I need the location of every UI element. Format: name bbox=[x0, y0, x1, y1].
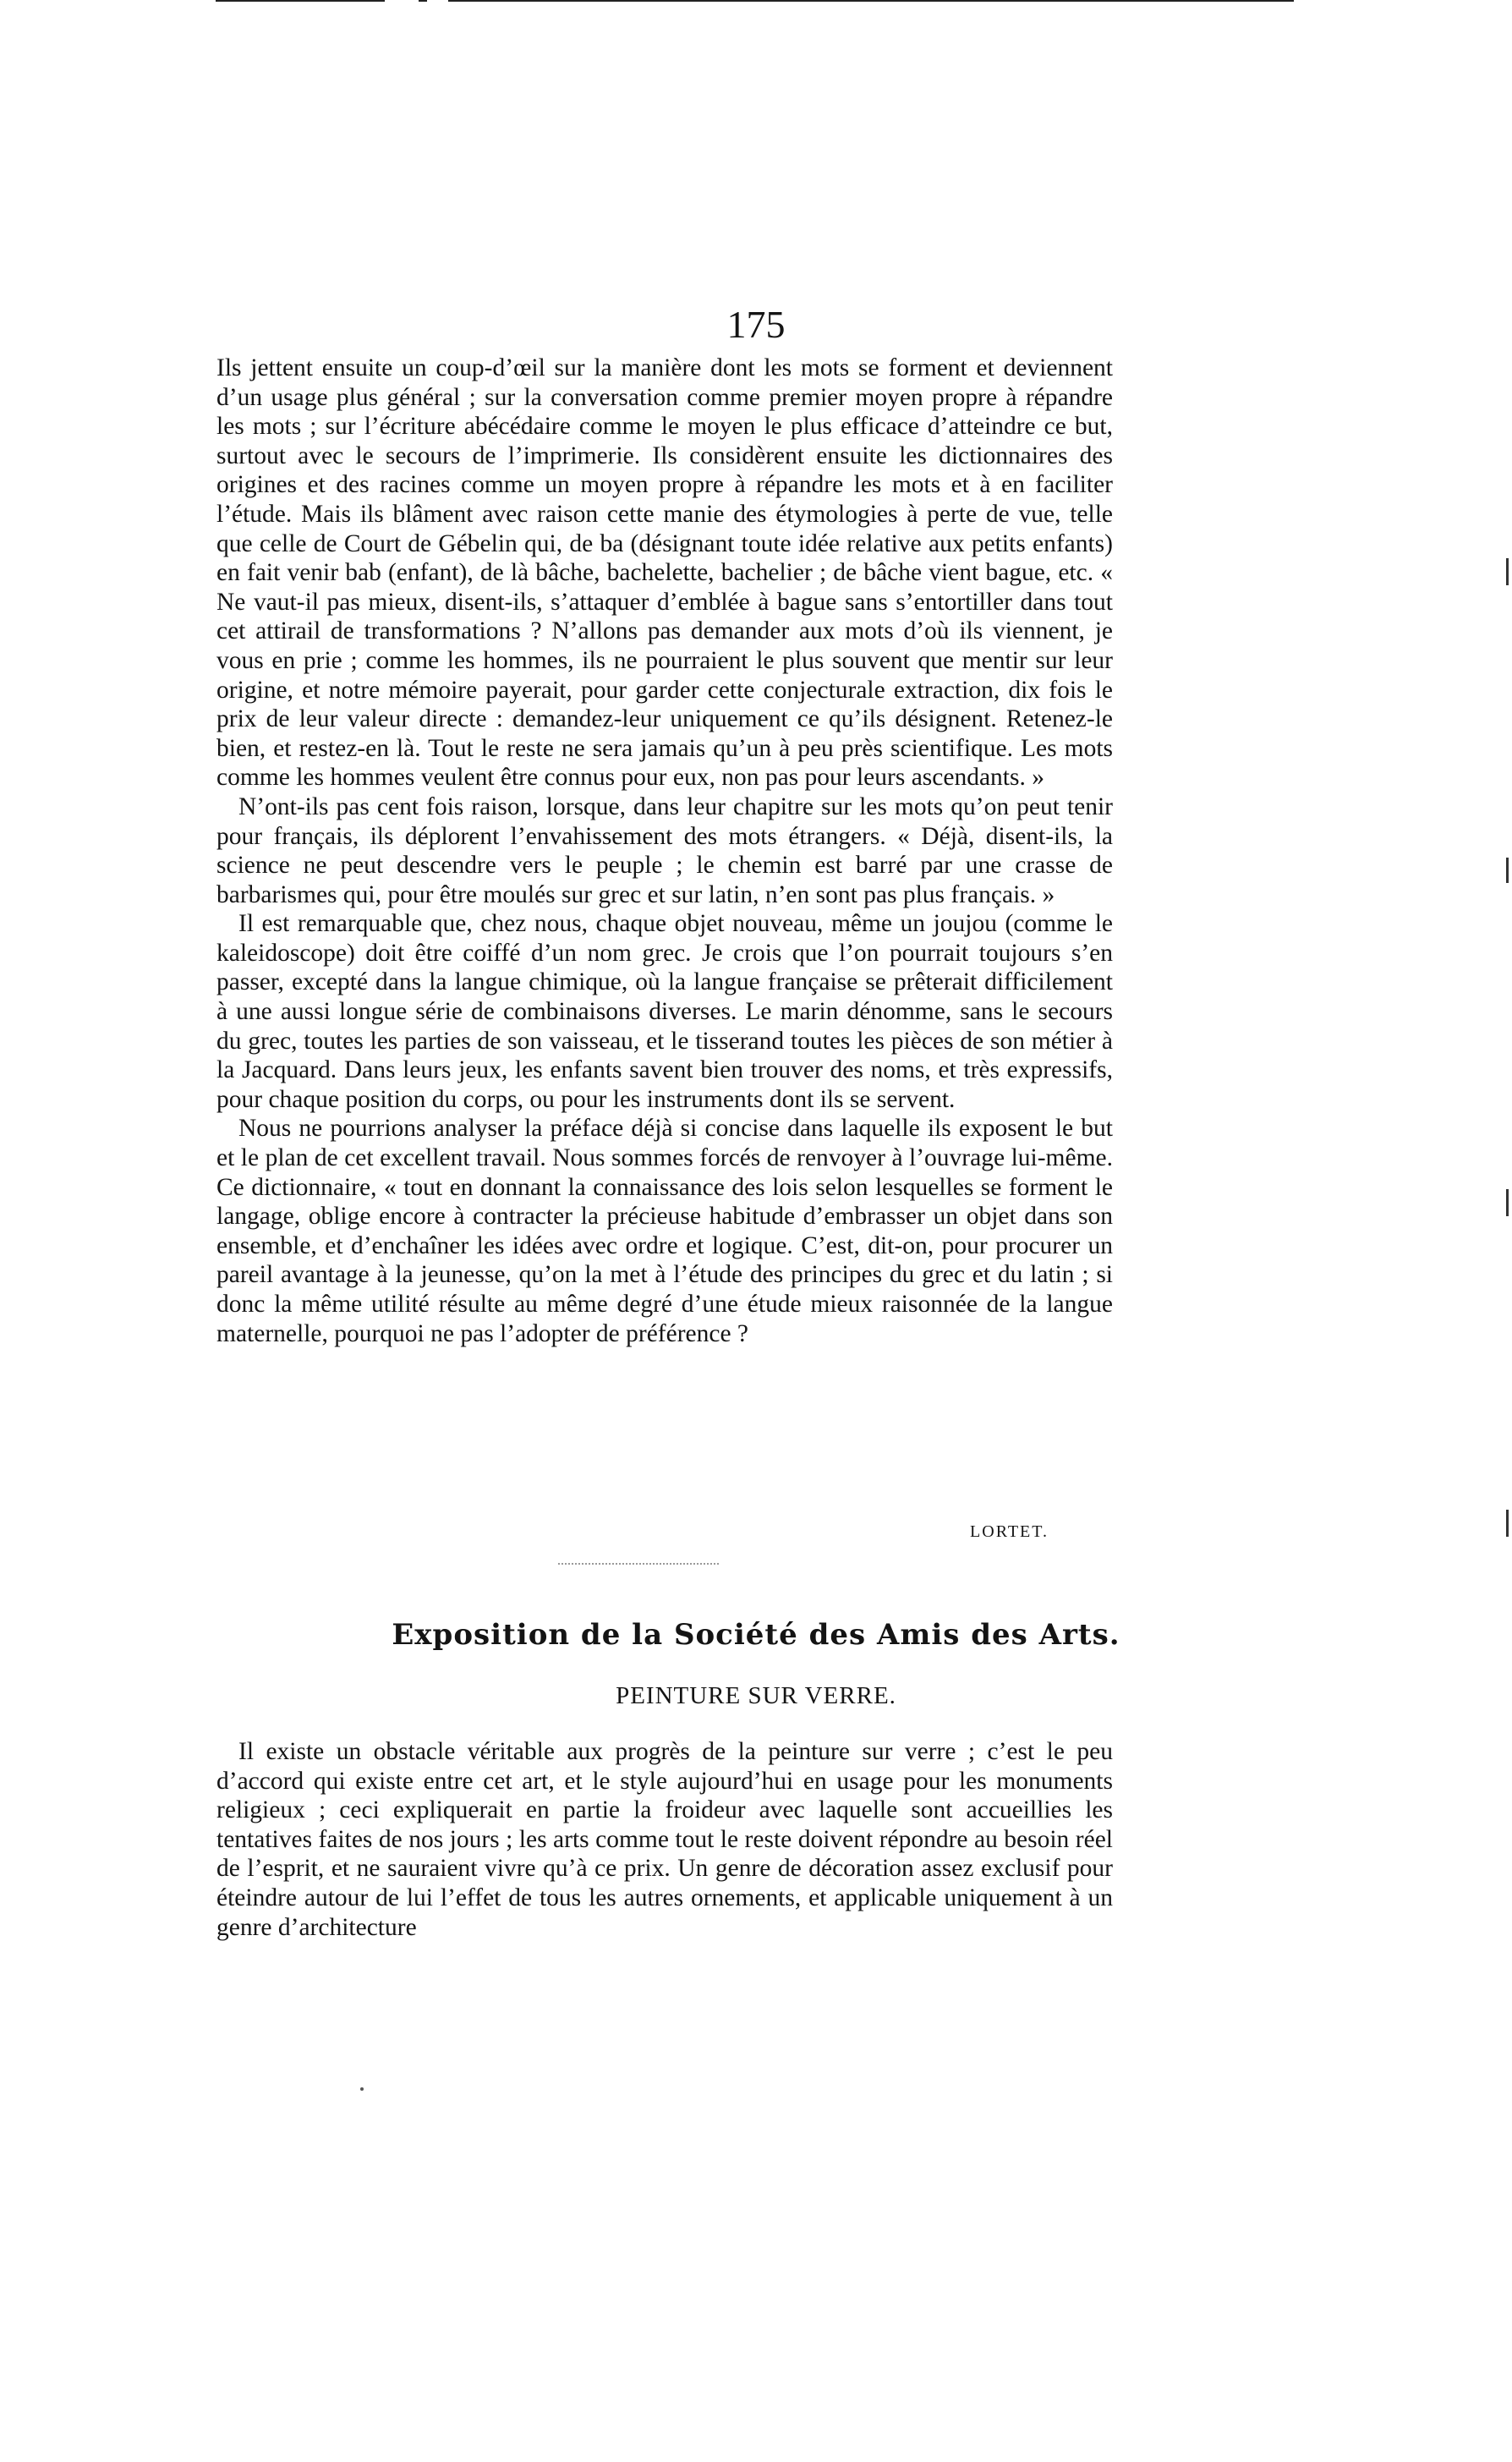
paragraph: N’ont-ils pas cent fois raison, lorsque, dans leur chapitre sur les mots qu’on peut tenir pour français, ils déplorent l’envahissement des mots étrangers. « Déjà, disent-ils, la science ne peut descendre vers le peuple ; le chemin est barré par une crasse de barbarismes qui, pour être moulés sur grec et sur latin, n’en sont pas plus français. » bbox=[216, 792, 1113, 908]
exhibition-text-block bbox=[216, 1737, 1113, 1942]
top-edge-rule bbox=[216, 0, 385, 2]
paragraph: Ils jettent ensuite un coup-d’œil sur la manière dont les mots se forment et deviennent d’un usage plus général ; sur la conversation comme premier moyen propre à répandre les mots ; sur l’écriture abécédaire comme le moyen le plus efficace d’atteindre ce but, surtout avec le secours de l’imprimerie. Ils considèrent ensuite les dictionnaires des origines et des racines comme un moyen propre à répandre les mots et à en faciliter l’étude. Mais ils blâment avec raison cette manie des étymologies à perte de vue, telle que celle de Court de Gébelin qui, de ba (désignant toute idée relative aux petits enfants) en fait venir bab (enfant), de là bâche, bachelette, bachelier ; de bâche vient bague, etc. « Ne vaut-il pas mieux, disent-ils, s’attaquer d’emblée à bague sans s’entortiller dans tout cet attirail de transformations ? N’allons pas demander aux mots d’où ils viennent, je vous en prie ; comme les hommes, ils ne pourraient le plus souvent que mentir sur leur origine, et notre mémoire payerait, pour garder cette conjecturale extraction, dix fois le prix de leur valeur directe : demandez-leur uniquement ce qu’ils désignent. Retenez-le bien, et restez-en là. Tout le reste ne sera jamais qu’un à peu près scientifique. Les mots comme les hommes veulent être connus pour eux, non pas pour leurs ascendants. » bbox=[216, 354, 1113, 792]
paragraph: Nous ne pourrions analyser la préface déjà si concise dans laquelle ils exposent le but et le plan de cet excellent travail. Nous sommes forcés de renvoyer à l’ouvrage lui-même. Ce dictionnaire, « tout en donnant la connaissance des lois selon lesquelles se forment le langage, oblige encore à contracter la précieuse habitude d’embrasser un objet dans son ensemble, et d’enchaîner les idées avec ordre et logique. C’est, dit-on, pour procurer un pareil avantage à la jeunesse, qu’on la met à l’étude des principes du grec et du latin ; si donc la même utilité résulte au même degré d’une étude mieux raisonnée de la langue maternelle, pourquoi ne pas l’adopter de préférence ? bbox=[216, 1115, 1113, 1347]
margin-mark bbox=[1506, 558, 1509, 585]
paragraph: Il est remarquable que, chez nous, chaque objet nouveau, même un joujou (comme le kaleidoscope) doit être coiffé d’un nom grec. Je crois que l’on pourrait toujours s’en passer, excepté dans la langue chimique, où la langue française se prêterait difficilement à une aussi longue série de combinaisons diverses. Le marin dénomme, sans le secours du grec, toutes les parties de son vaisseau, et le tisserand toutes les pièces de son métier à la Jacquard. Dans leurs jeux, les enfants savent bien trouver des noms, et très expressifs, pour chaque position du corps, ou pour les instruments dont ils se servent. bbox=[216, 910, 1113, 1113]
paragraph: Il existe un obstacle véritable aux progrès de la peinture sur verre ; c’est le peu d’accord qui existe entre cet art, et le style aujourd’hui en usage pour les monuments religieux ; ceci expliquerait en partie la froideur avec laquelle sont accueillies les tentatives faites de nos jours ; les arts comme tout le reste doivent répondre au besoin réel de l’esprit, et ne sauraient vivre qu’à ce prix. Un genre de décoration assez exclusif pour éteindre autour de lui l’effet de tous les autres ornements, et applicable uniquement à un genre d’architecture bbox=[216, 1738, 1113, 1941]
margin-mark bbox=[1506, 1189, 1509, 1216]
stray-mark bbox=[360, 2087, 364, 2091]
top-edge-rule bbox=[448, 0, 1294, 2]
review-text-block bbox=[216, 354, 1113, 1348]
margin-mark bbox=[1506, 1510, 1509, 1537]
section-title: Exposition de la Société des Amis des Arts. bbox=[392, 1618, 1120, 1652]
top-edge-rule bbox=[419, 0, 427, 2]
page-number: 175 bbox=[726, 303, 786, 346]
section-separator bbox=[558, 1563, 719, 1565]
margin-mark bbox=[1506, 858, 1509, 883]
author-signature: LORTET. bbox=[970, 1522, 1049, 1541]
section-subtitle: PEINTURE SUR VERRE. bbox=[616, 1682, 896, 1709]
